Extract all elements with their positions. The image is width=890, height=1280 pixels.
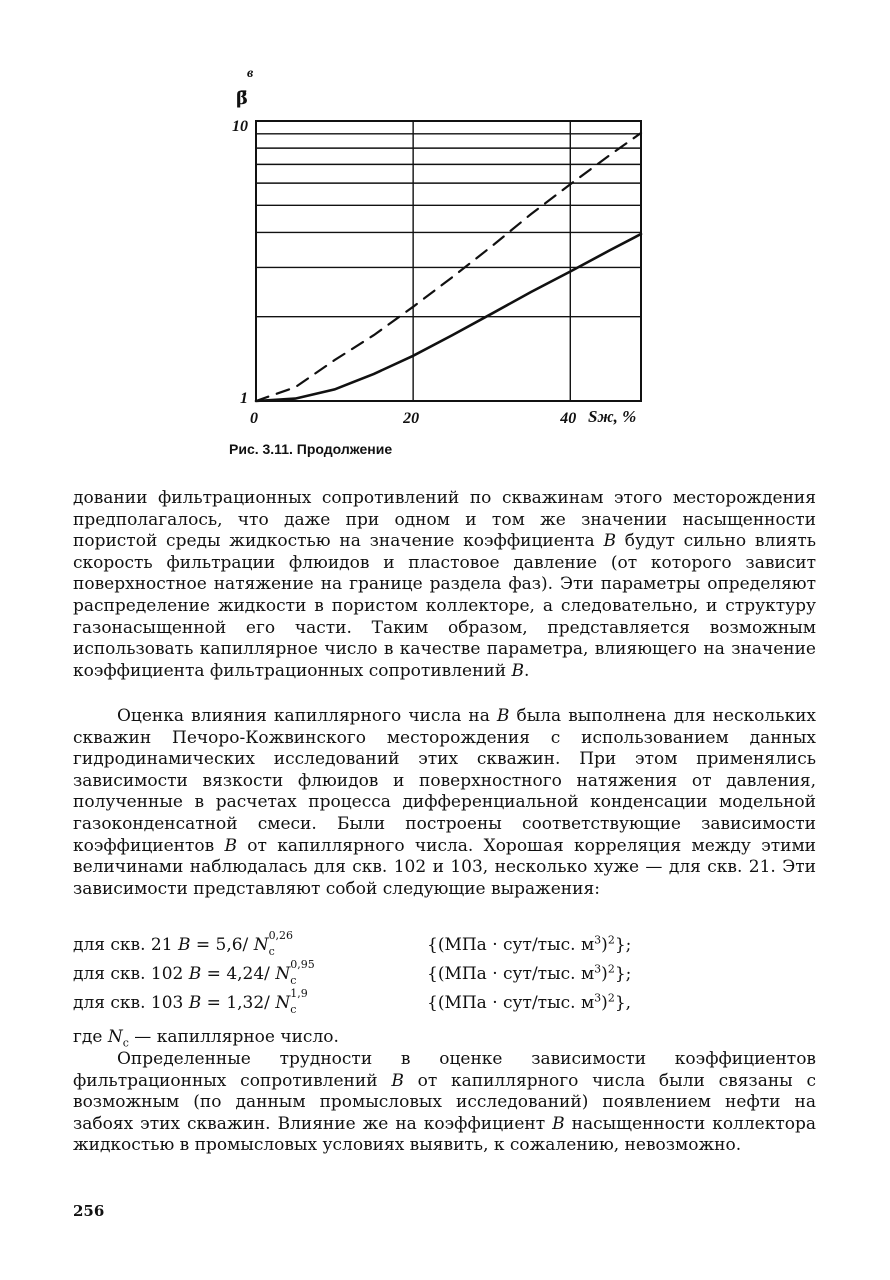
equation-prefix: для скв. 103 xyxy=(73,993,189,1013)
x-axis-label: Sж, % xyxy=(588,407,637,426)
y-axis-top-label: в xyxy=(247,66,254,81)
units-suffix: }, xyxy=(614,993,632,1013)
units-mid: ) xyxy=(601,964,608,984)
plot-frame xyxy=(256,121,641,401)
y-tick-label: 1 xyxy=(240,390,248,407)
units-exponent: 3 xyxy=(594,933,602,947)
equation-units xyxy=(427,964,631,984)
page-number: 256 xyxy=(73,1202,105,1220)
equation-variable: N xyxy=(275,964,291,984)
equation-prefix: для скв. 102 xyxy=(73,964,189,984)
paragraph-2: Оценка влияния капиллярного числа на B была выполнена для нескольких скважин Печоро-Кожвинского месторождения с использованием данных гидродинамических исследований этих скважин. При этом применялись зависимости вязкости флюидов и поверхностного натяжения от давления, полученные в расчетах процесса дифференциальной конденсации модельной газоконденсатной смеси. Были построены соответствующие зависимости коэффициентов B от капиллярного числа. Хорошая корреляция между этими величинами наблюдалась для скв. 102 и 103, несколько хуже — для скв. 21. Эти зависимости представляют собой следующие выражения: xyxy=(73,706,817,899)
units-suffix: }; xyxy=(614,935,632,955)
series-line-solid xyxy=(256,234,641,401)
equation-row xyxy=(73,929,816,958)
x-tick-label: 40 xyxy=(560,410,577,427)
units-exponent-2: 2 xyxy=(607,962,615,976)
equation-units xyxy=(427,935,631,955)
units-exponent: 3 xyxy=(594,991,602,1005)
where-subscript: с xyxy=(122,1036,129,1050)
units-exponent: 3 xyxy=(594,962,602,976)
equation-row xyxy=(73,958,816,987)
equation-formula: для скв. 103 B = 1,32/ N 1,9 с xyxy=(73,987,308,1016)
equation-variable: N xyxy=(275,993,291,1013)
x-tick-label: 0 xyxy=(250,410,258,427)
units-exponent-2: 2 xyxy=(607,933,615,947)
units-prefix: {(МПа · сут/тыс. м xyxy=(427,935,595,955)
paragraph-1: довании фильтрационных сопротивлений по скважинам этого месторождения предполагалось, что даже при одном и том же значении насыщенности пористой среды жидкостью на значение коэффициента B будут сильно влиять скорость фильтрации флюидов и пластовое давление (от которого зависит поверхностное натяжение на границе раздела фаз). Эти параметры определяют распределение жидкости в пористом коллекторе, а следовательно, и структуру газонасыщенной его части. Таким образом, представляется возможным использовать капиллярное число в качестве параметра, влияющего на значение коэффициента фильтрационных сопротивлений B. xyxy=(73,488,816,681)
figure-caption: Рис. 3.11. Продолжение xyxy=(229,441,393,457)
where-prefix: где xyxy=(73,1027,108,1047)
equation-lhs: B xyxy=(188,964,202,984)
units-mid: ) xyxy=(601,935,608,955)
equation-lhs: B xyxy=(177,935,191,955)
where-definition: — капиллярное число. xyxy=(128,1027,339,1047)
equation-units xyxy=(427,993,631,1013)
where-variable: N xyxy=(107,1027,123,1047)
chart-grid xyxy=(256,121,641,401)
equation-variable: N xyxy=(253,935,269,955)
paragraph-3: Определенные трудности в оценке зависимости коэффициентов фильтрационных сопротивлений B от капиллярного числа были связаны с возможным (по данным промысловых исследований) появлением нефти на забоях этих скважин. Влияние же на коэффициент B насыщенности коллектора жидкостью в промысловых условиях выявить, к сожалению, невозможно. xyxy=(73,1049,816,1156)
equation-equals: = 1,32/ xyxy=(201,993,276,1013)
equation-formula: для скв. 21 B = 5,6/ N 0,26 с xyxy=(73,929,294,958)
equation-row xyxy=(73,987,816,1016)
units-prefix: {(МПа · сут/тыс. м xyxy=(427,993,595,1013)
units-mid: ) xyxy=(601,993,608,1013)
units-prefix: {(МПа · сут/тыс. м xyxy=(427,964,595,984)
y-axis-label: β̄ xyxy=(236,88,248,109)
y-tick-label: 10 xyxy=(232,118,248,135)
equation-equals: = 4,24/ xyxy=(201,964,276,984)
equation-equals: = 5,6/ xyxy=(190,935,254,955)
figure-chart xyxy=(0,0,890,440)
units-exponent-2: 2 xyxy=(607,991,615,1005)
equation-lhs: B xyxy=(188,993,202,1013)
equation-formula: для скв. 102 B = 4,24/ N 0,95 с xyxy=(73,958,315,987)
where-clause xyxy=(73,1027,816,1049)
units-suffix: }; xyxy=(614,964,632,984)
x-tick-label: 20 xyxy=(403,410,420,427)
equation-prefix: для скв. 21 xyxy=(73,935,178,955)
